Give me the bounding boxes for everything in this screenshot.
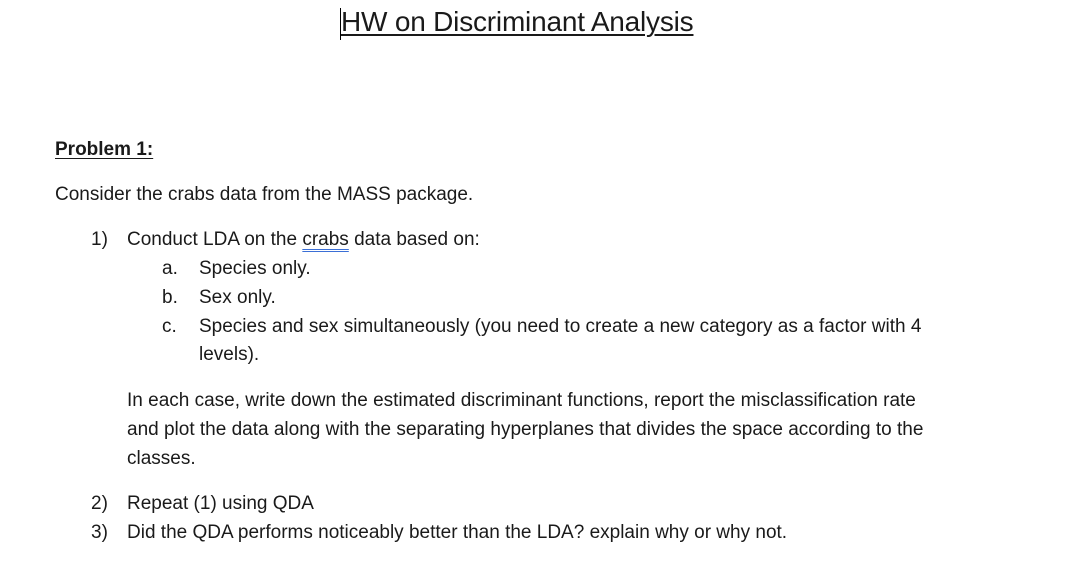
intro-text: Consider the crabs data from the MASS package. bbox=[55, 184, 474, 205]
subitem-a-letter: a. bbox=[162, 258, 178, 279]
paragraph-line-1: In each case, write down the estimated discriminant functions, report the misclassification rate bbox=[127, 390, 916, 411]
item-2-text: Repeat (1) using QDA bbox=[127, 493, 314, 514]
subitem-a-text: Species only. bbox=[199, 258, 311, 279]
document-title: HW on Discriminant Analysis bbox=[341, 6, 694, 37]
item-3-text: Did the QDA performs noticeably better than the LDA? explain why or why not. bbox=[127, 522, 788, 543]
subitem-b-letter: b. bbox=[162, 287, 178, 308]
paragraph-line-2: and plot the data along with the separating hyperplanes that divides the space according to the bbox=[127, 419, 924, 440]
item-1-text bbox=[127, 229, 480, 251]
paragraph-line-3: classes. bbox=[127, 448, 196, 469]
item-1-text-after: data based on: bbox=[348, 229, 480, 250]
subitem-c-text-line2: levels). bbox=[199, 344, 260, 365]
item-2-number: 2) bbox=[91, 493, 108, 514]
problem-heading: Problem 1: bbox=[55, 139, 154, 160]
item-1-number: 1) bbox=[91, 229, 108, 250]
subitem-c-letter: c. bbox=[162, 316, 177, 337]
subitem-b-text: Sex only. bbox=[199, 287, 276, 308]
item-3-number: 3) bbox=[91, 522, 108, 543]
subitem-c-text-line1: Species and sex simultaneously (you need to create a new category as a factor with 4 bbox=[199, 316, 922, 337]
item-1-text-before: Conduct LDA on the bbox=[127, 229, 303, 250]
spellcheck-flagged-word[interactable]: crabs bbox=[302, 229, 349, 250]
